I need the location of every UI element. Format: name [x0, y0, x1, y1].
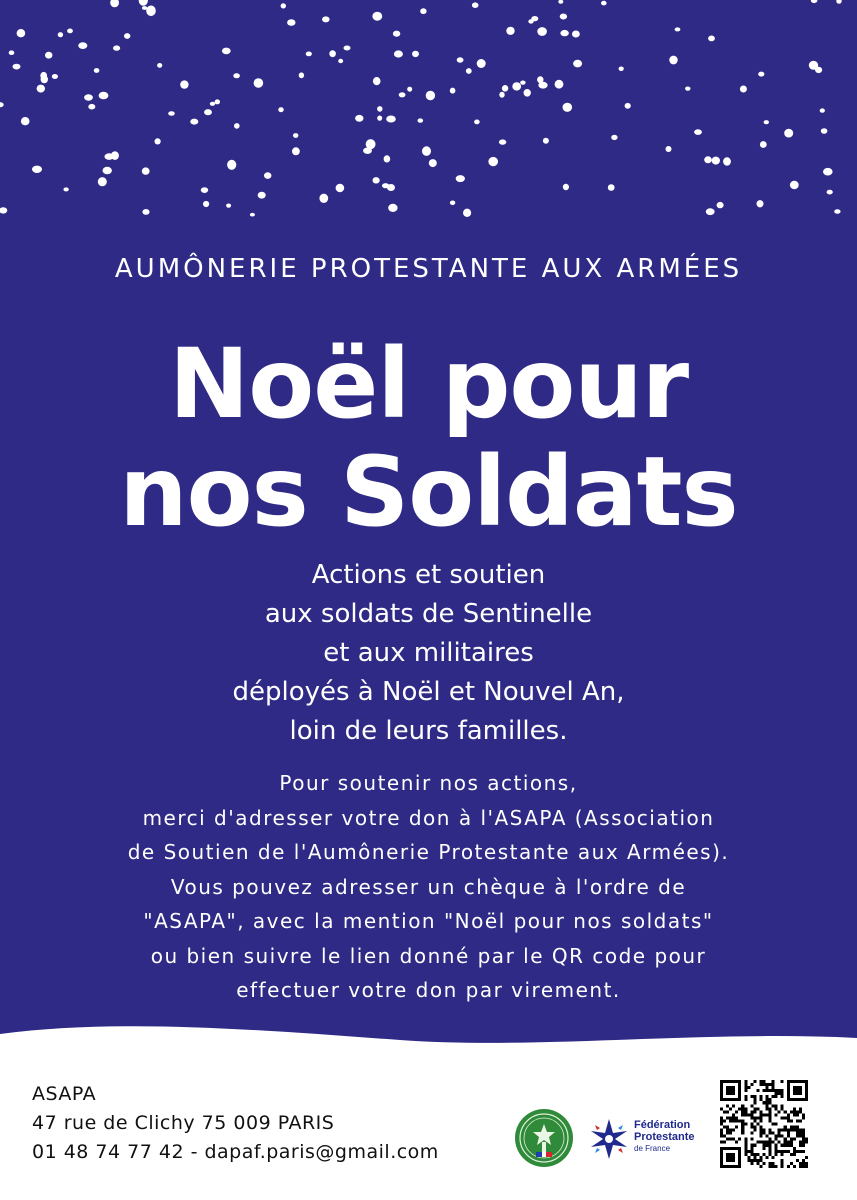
snowflake: [99, 92, 109, 100]
snowflake: [157, 63, 162, 68]
snowflake: [322, 16, 330, 22]
snowflake: [827, 190, 833, 195]
appeal-line: ou bien suivre le lien donné par le QR code pour: [150, 943, 707, 968]
snowflake: [706, 208, 715, 215]
snowflake: [543, 138, 549, 144]
fpf-line-3: de France: [634, 1144, 671, 1153]
snowflake: [78, 42, 87, 49]
snowflake: [611, 135, 617, 140]
snowflake: [694, 129, 702, 135]
snowflake: [502, 85, 508, 92]
snowflake: [560, 30, 568, 36]
snowflake: [287, 19, 295, 26]
snowflake: [52, 74, 58, 79]
snowflake: [226, 204, 231, 208]
snowflake: [488, 157, 498, 166]
snowflake: [477, 59, 486, 68]
snowflake: [388, 204, 397, 212]
snowflake: [40, 72, 47, 79]
snowflake: [88, 104, 95, 110]
snowflake: [463, 209, 471, 217]
snowflake: [560, 14, 567, 20]
contact-address: 47 rue de Clichy 75 009 PARIS: [32, 1112, 335, 1134]
snowflake: [227, 160, 236, 170]
snowflake: [113, 45, 120, 50]
snowflake: [264, 172, 271, 179]
donation-appeal: [0, 766, 857, 1008]
snowflake: [820, 108, 825, 112]
snowflake: [21, 117, 30, 125]
snowflake: [84, 94, 93, 100]
appeal-line: Pour soutenir nos actions,: [279, 771, 578, 795]
snowflake: [555, 80, 564, 89]
snowflake: [723, 157, 731, 165]
snowflake: [124, 33, 130, 39]
snowflake: [210, 102, 215, 106]
snowflake: [372, 12, 382, 21]
snowflake: [760, 141, 767, 148]
snowflake: [619, 67, 624, 72]
snowflake: [790, 181, 799, 189]
snowflake: [168, 111, 175, 116]
snowflake: [382, 183, 389, 188]
snowflake: [9, 50, 15, 55]
appeal-line: Vous pouvez adresser un chèque à l'ordre de: [170, 874, 687, 899]
snowflake: [450, 201, 455, 206]
snowflake: [363, 148, 372, 154]
contact-phone-email: 01 48 74 77 42 - dapaf.paris@gmail.com: [32, 1141, 439, 1163]
snowflake: [373, 177, 380, 183]
snowflake: [506, 27, 514, 35]
snowflake: [512, 82, 521, 90]
subtitle-line: Actions et soutien: [311, 560, 546, 590]
fpf-label: [634, 1119, 695, 1155]
snowflake: [499, 92, 504, 98]
snowflake: [399, 92, 406, 97]
subtitle-line: et aux militaires: [323, 638, 534, 668]
snowflake: [293, 133, 298, 138]
snowflake: [17, 29, 26, 37]
snowflake: [740, 86, 747, 93]
snowflake: [757, 200, 764, 207]
snowflake: [625, 103, 631, 109]
snowflake: [278, 107, 283, 112]
snowflake: [704, 156, 712, 163]
snowflake: [201, 187, 208, 193]
snowflake: [234, 123, 240, 129]
snowflake: [685, 87, 690, 91]
snowflake: [573, 60, 582, 68]
snowflake: [386, 116, 396, 123]
appeal-line: effectuer votre don par virement.: [236, 978, 621, 1002]
snowflake: [250, 213, 255, 217]
snowflake: [13, 64, 21, 70]
snowflake: [94, 68, 100, 73]
snowflake: [717, 202, 724, 208]
snowflake: [146, 6, 156, 17]
snowflake: [394, 50, 403, 57]
appeal-line: "ASAPA", avec la mention "Noël pour nos soldats": [143, 909, 714, 933]
snowflake: [204, 109, 212, 115]
snowflake: [666, 146, 672, 152]
snowflake: [222, 48, 231, 55]
snowflake: [393, 31, 400, 37]
snowflake: [45, 52, 52, 59]
snowflake: [142, 209, 149, 215]
snowflake: [412, 51, 419, 57]
snowflake: [63, 187, 68, 191]
snowflake: [155, 138, 161, 144]
snowflake: [457, 57, 464, 62]
snowflake: [37, 85, 45, 93]
title-line-2: nos Soldats: [119, 436, 738, 548]
snowflake: [32, 166, 42, 173]
snowflake: [712, 157, 720, 165]
snowflake: [520, 81, 525, 85]
appeal-line: merci d'adresser votre don à l'ASAPA (Association: [142, 805, 715, 830]
snowflake: [456, 175, 465, 182]
snowflake: [67, 29, 73, 34]
snowflake: [203, 201, 209, 207]
snowflake: [215, 99, 220, 104]
snowflake: [528, 19, 533, 23]
snowflake: [418, 118, 424, 122]
page-title: [0, 330, 857, 546]
fpf-line-2: Protestante: [634, 1131, 695, 1143]
snowflake: [450, 88, 456, 94]
snowflake: [572, 31, 580, 38]
snowflake: [669, 56, 677, 65]
snowflake: [306, 52, 312, 57]
snowflake: [377, 106, 382, 112]
snowflake: [466, 68, 472, 74]
subtitle-line: aux soldats de Sentinelle: [264, 599, 593, 629]
snowflake: [344, 46, 351, 51]
snowflake: [499, 139, 506, 144]
snowflake: [281, 3, 286, 8]
snowflake: [834, 209, 840, 214]
snowflake: [420, 8, 426, 14]
snowflake: [329, 50, 336, 57]
snowflake: [809, 61, 818, 70]
snowflake: [422, 146, 431, 156]
fpf-cross-icon: [586, 1116, 632, 1162]
snowflake: [821, 128, 828, 134]
snowflake: [537, 27, 547, 36]
fpf-logo: [586, 1114, 708, 1164]
snowflake: [384, 155, 391, 162]
subtitle-line: déployés à Noël et Nouvel An,: [232, 677, 625, 707]
snowflake: [608, 184, 615, 191]
snowflake: [111, 151, 119, 160]
subtitle: [0, 556, 857, 751]
snowflake: [784, 129, 793, 138]
snowflake: [426, 91, 435, 100]
snowflake: [764, 120, 769, 124]
snowflake: [472, 2, 479, 8]
snowflake: [98, 177, 107, 186]
snowflake: [292, 147, 300, 155]
snowflake: [675, 27, 681, 31]
snowflake: [538, 82, 547, 89]
snowflake: [377, 116, 382, 121]
contact-name: ASAPA: [32, 1083, 97, 1105]
snowflake: [254, 78, 264, 87]
snowflake: [233, 73, 240, 78]
snowflake: [407, 87, 412, 92]
snowflake: [563, 184, 569, 190]
appeal-line: de Soutien de l'Aumônerie Protestante aux Armées).: [127, 840, 730, 864]
snowflake: [355, 115, 363, 122]
snowflake: [708, 36, 715, 42]
snowflake: [180, 80, 188, 88]
snowflake: [142, 6, 147, 10]
snowflake: [336, 184, 345, 192]
snowflake: [373, 77, 381, 85]
title-line-1: Noël pour: [168, 328, 689, 440]
snowflake: [758, 72, 764, 77]
snowflake: [823, 168, 833, 176]
snowflake: [474, 120, 480, 125]
snowflake: [258, 192, 266, 199]
subtitle-line: loin de leurs familles.: [289, 716, 568, 746]
snowflake: [429, 159, 437, 167]
snowflake: [601, 1, 607, 6]
snowflake: [190, 119, 198, 125]
organization-name: AUMÔNERIE PROTESTANTE AUX ARMÉES: [114, 254, 743, 284]
snowflake: [319, 194, 328, 203]
qr-code-icon[interactable]: [720, 1080, 808, 1168]
snowflake: [103, 167, 112, 175]
contact-block: [32, 1080, 439, 1167]
snowflake: [299, 72, 304, 78]
snowflake: [338, 59, 343, 63]
army-chaplaincy-emblem-icon: [514, 1108, 574, 1168]
snowflake: [524, 89, 531, 97]
snowflake: [563, 103, 573, 112]
fpf-line-1: Fédération: [634, 1119, 691, 1131]
snowflake: [142, 167, 150, 174]
snowflake: [58, 32, 63, 37]
